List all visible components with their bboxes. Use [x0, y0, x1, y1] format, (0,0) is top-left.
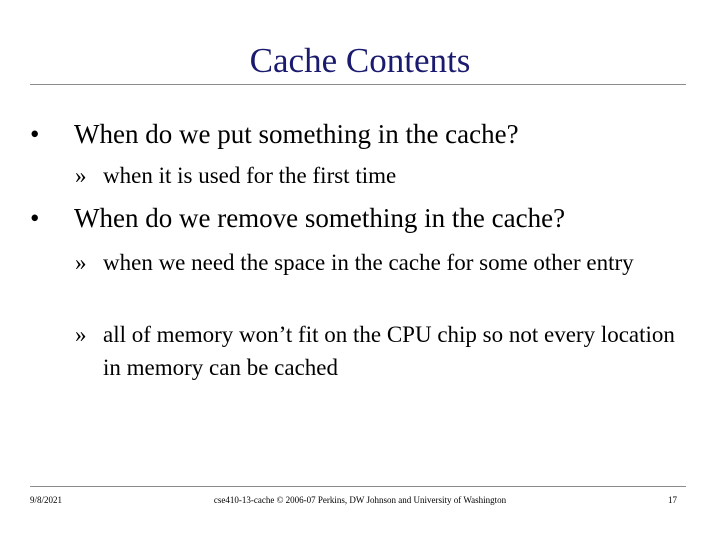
footer-date: 9/8/2021: [30, 495, 63, 505]
sub-bullet-marker: »: [75, 322, 87, 347]
bullet-text: When do we remove something in the cache?: [74, 203, 566, 233]
sub-bullet-marker: »: [75, 163, 87, 188]
sub-bullet-1-1: [75, 159, 690, 192]
slide-title: Cache Contents: [249, 41, 471, 80]
footer-divider: [30, 486, 686, 487]
bullet-text: When do we put something in the cache?: [74, 119, 519, 149]
sub-bullet-text: all of memory won’t fit on the CPU chip so not every location in memory can be cached: [103, 322, 675, 380]
bullet-marker: •: [30, 119, 40, 149]
sub-bullet-2-2: [75, 318, 690, 384]
title-divider: [30, 84, 686, 85]
sub-bullet-text: when we need the space in the cache for some other entry: [103, 250, 634, 275]
bullet-2: [30, 202, 565, 234]
bullet-marker: •: [30, 203, 40, 233]
sub-bullet-marker: »: [75, 250, 87, 275]
footer-credit: cse410-13-cache © 2006-07 Perkins, DW Johnson and University of Washington: [213, 495, 507, 505]
sub-bullet-text: when it is used for the first time: [103, 163, 397, 188]
page-number: 17: [668, 495, 677, 505]
bullet-1: [30, 118, 519, 150]
sub-bullet-2-1: [75, 246, 690, 279]
